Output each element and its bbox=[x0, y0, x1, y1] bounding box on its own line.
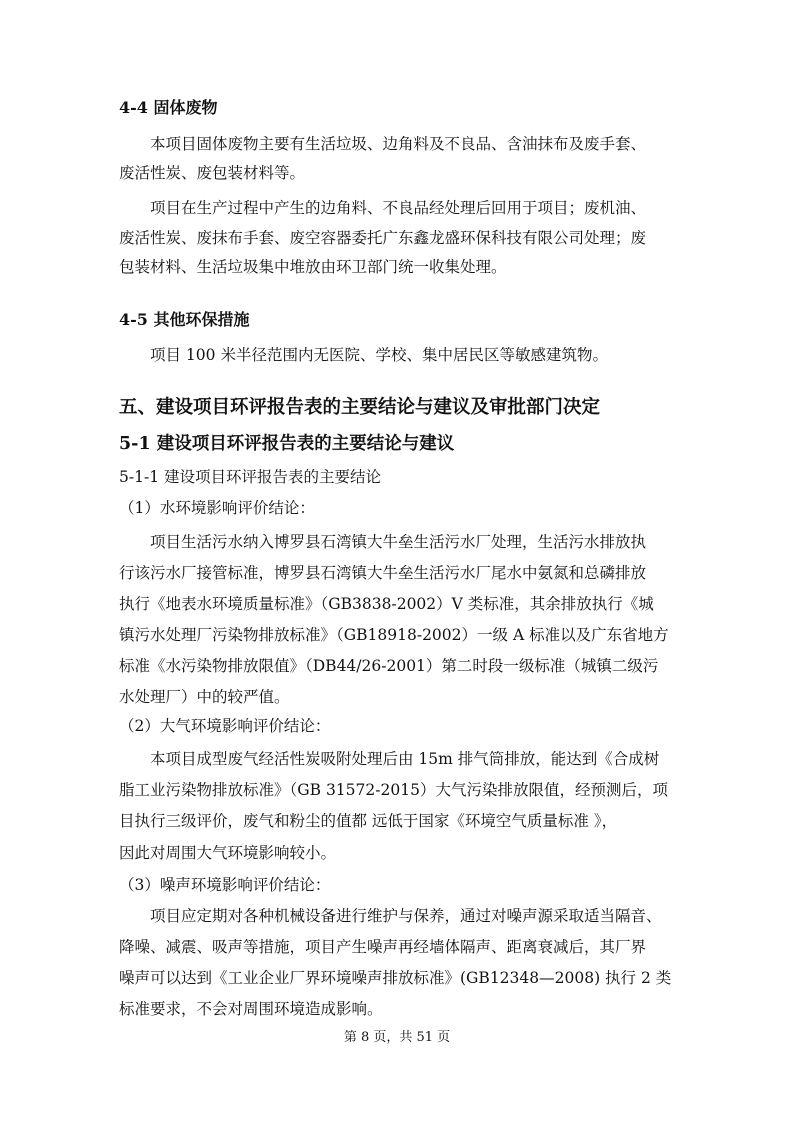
paragraph-line: 废活性炭、废抹布手套、废空容器委托广东鑫龙盛环保科技有限公司处理；废 bbox=[119, 229, 647, 247]
paragraph-line: 噪声可以达到《工业企业厂界环境噪声排放标准》(GB12348—2008) 执行 2 类 bbox=[119, 969, 672, 987]
paragraph-line: 镇污水处理厂污染物排放标准》（GB18918-2002）一级 A 标准以及广东省地方 bbox=[119, 626, 669, 644]
chapter-5-heading: 五、建设项目环评报告表的主要结论与建议及审批部门决定 bbox=[119, 397, 601, 418]
noise-conclusion-heading: （3）噪声环境影响评价结论： bbox=[119, 876, 331, 894]
section-4-5-heading: 4-5 其他环保措施 bbox=[119, 310, 250, 329]
paragraph-line: 脂工业污染物排放标准》（GB 31572-2015）大气污染排放限值，经预测后，项 bbox=[119, 781, 668, 799]
paragraph-line: 项目 100 米半径范围内无医院、学校、集中居民区等敏感建筑物。 bbox=[150, 346, 608, 364]
page-number-footer: 第 8 页，共 51 页 bbox=[343, 1030, 451, 1045]
water-conclusion-heading: （1）水环境影响评价结论： bbox=[119, 499, 315, 517]
paragraph-line: 项目应定期对各种机械设备进行维护与保养，通过对噪声源采取适当隔音、 bbox=[150, 907, 662, 925]
section-5-1-heading: 5-1 建设项目环评报告表的主要结论与建议 bbox=[119, 434, 455, 454]
paragraph-line: 水处理厂）中的较严值。 bbox=[119, 688, 290, 706]
paragraph-line: 本项目成型废气经活性炭吸附处理后由 15m 排气筒排放，能达到《合成树 bbox=[150, 750, 660, 768]
paragraph-line: 标准要求，不会对周围环境造成影响。 bbox=[119, 1000, 383, 1018]
paragraph-line: 执行《地表水环境质量标准》（GB3838-2002）V 类标准，其余排放执行《城 bbox=[119, 595, 654, 613]
paragraph-line: 废活性炭、废包装材料等。 bbox=[119, 164, 306, 182]
paragraph-line: 标准《水污染物排放限值》（DB44/26-2001）第二时段一级标准（城镇二级污 bbox=[119, 657, 659, 675]
subsection-5-1-1-heading: 5-1-1 建设项目环评报告表的主要结论 bbox=[119, 468, 381, 486]
air-conclusion-heading: （2）大气环境影响评价结论： bbox=[119, 717, 331, 735]
paragraph-line: 项目生活污水纳入博罗县石湾镇大牛垒生活污水厂处理，生活污水排放执 bbox=[150, 533, 647, 551]
paragraph-line: 降噪、减震、吸声等措施，项目产生噪声再经墙体隔声、距离衰减后，其厂界 bbox=[119, 938, 647, 956]
paragraph-line: 行该污水厂接管标准，博罗县石湾镇大牛垒生活污水厂尾水中氨氮和总磷排放 bbox=[119, 564, 647, 582]
paragraph-line: 包装材料、生活垃圾集中堆放由环卫部门统一收集处理。 bbox=[119, 258, 507, 276]
paragraph-line: 项目在生产过程中产生的边角料、不良品经处理后回用于项目；废机油、 bbox=[150, 199, 647, 217]
section-4-4-heading: 4-4 固体废物 bbox=[119, 98, 218, 117]
paragraph-line: 目执行三级评价，废气和粉尘的值都 远低于国家《环境空气质量标准 》， bbox=[119, 812, 618, 830]
paragraph-line: 因此对周围大气环境影响较小。 bbox=[119, 844, 337, 862]
paragraph-line: 本项目固体废物主要有生活垃圾、边角料及不良品、含油抹布及废手套、 bbox=[150, 135, 647, 153]
